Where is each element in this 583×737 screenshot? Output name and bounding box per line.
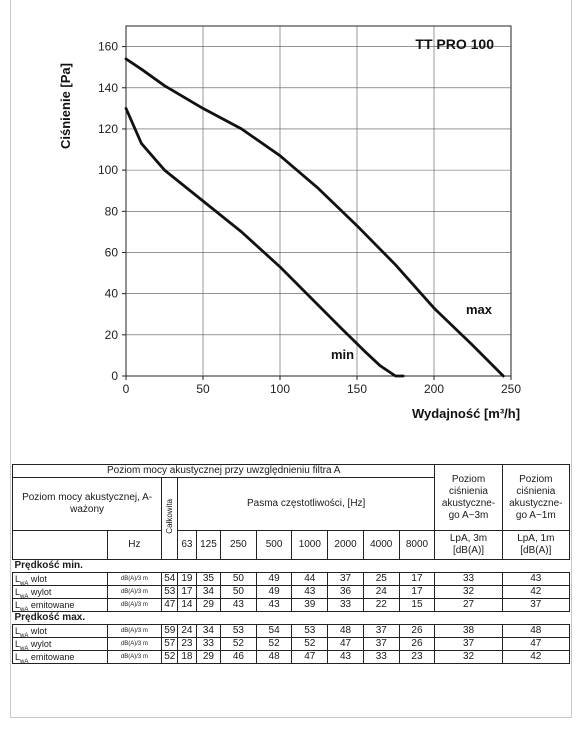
band-value-125: 29 — [196, 599, 220, 612]
total-value: 52 — [162, 651, 178, 664]
band-value-2000: 37 — [328, 573, 364, 586]
row-label-text: wylot — [30, 587, 52, 597]
band-value-63: 14 — [177, 599, 196, 612]
table-row — [13, 625, 570, 638]
band-value-1000: 43 — [292, 586, 328, 599]
band-value-500: 54 — [256, 625, 292, 638]
row-unit: dB(A)/3 m — [107, 638, 162, 651]
lpa1-value: 47 — [502, 638, 569, 651]
band-value-250: 46 — [221, 651, 257, 664]
lpa3-value: 32 — [435, 651, 502, 664]
total-value: 54 — [162, 573, 178, 586]
section-row — [13, 612, 570, 625]
band-value-125: 29 — [196, 651, 220, 664]
band-value-250: 50 — [221, 573, 257, 586]
y-tick-label: 40 — [104, 286, 118, 301]
row-label-text: emitowane — [30, 652, 75, 662]
band-value-1000: 52 — [292, 638, 328, 651]
band-value-500: 43 — [256, 599, 292, 612]
lpa1-value: 37 — [502, 599, 569, 612]
row-unit: dB(A)/3 m — [107, 625, 162, 638]
band-value-8000: 26 — [399, 638, 435, 651]
band-value-500: 48 — [256, 651, 292, 664]
band-value-4000: 37 — [363, 638, 399, 651]
y-tick-label: 100 — [97, 163, 118, 178]
total-label: Całkowita — [165, 499, 175, 534]
table-row — [13, 573, 570, 586]
lpa3-value: 37 — [435, 638, 502, 651]
band-value-500: 49 — [256, 573, 292, 586]
band-header-1000: 1000 — [292, 531, 328, 560]
row-label: $L_{wA}$ wlot — [13, 625, 108, 638]
y-axis-label: Ciśnienie [Pa] — [58, 63, 73, 149]
y-tick-label: 20 — [104, 327, 118, 342]
band-header-4000: 4000 — [363, 531, 399, 560]
x-tick-label: 150 — [346, 382, 368, 396]
x-tick-label: 0 — [122, 382, 130, 396]
band-value-8000: 17 — [399, 586, 435, 599]
table-top-header: Poziom mocy akustycznej przy uwzględnieniu filtra A — [13, 465, 435, 478]
row-label-text: wlot — [30, 574, 47, 584]
section-row — [13, 560, 570, 573]
band-header-125: 125 — [196, 531, 220, 560]
lpa3-value: 27 — [435, 599, 502, 612]
band-value-63: 18 — [177, 651, 196, 664]
band-value-250: 50 — [221, 586, 257, 599]
x-tick-label: 50 — [196, 382, 210, 396]
acoustic-table — [12, 464, 570, 664]
row-label: $L_{wA}$ wylot — [13, 638, 108, 651]
row-unit: dB(A)/3 m — [107, 651, 162, 664]
band-header-63: 63 — [177, 531, 196, 560]
y-tick-label: 0 — [111, 369, 118, 383]
x-tick-label: 200 — [423, 382, 445, 396]
row-header-label: Poziom mocy akustycznej, A-ważony — [13, 478, 162, 531]
band-value-4000: 22 — [363, 599, 399, 612]
total-value: 47 — [162, 599, 178, 612]
band-value-63: 24 — [177, 625, 196, 638]
band-header-250: 250 — [221, 531, 257, 560]
band-value-2000: 48 — [328, 625, 364, 638]
y-tick-label: 80 — [104, 204, 118, 219]
row-label-text: wylot — [30, 639, 52, 649]
table-row — [13, 599, 570, 612]
x-tick-label: 250 — [500, 382, 522, 396]
band-value-4000: 37 — [363, 625, 399, 638]
band-value-500: 52 — [256, 638, 292, 651]
band-value-2000: 33 — [328, 599, 364, 612]
band-value-250: 53 — [221, 625, 257, 638]
band-value-125: 33 — [196, 638, 220, 651]
x-axis-label: Wydajność [m³/h] — [411, 406, 521, 421]
band-value-63: 19 — [177, 573, 196, 586]
band-value-8000: 17 — [399, 573, 435, 586]
lpa1-value: 42 — [502, 586, 569, 599]
lpa1-value: 43 — [502, 573, 569, 586]
lpa1-value: 48 — [502, 625, 569, 638]
hz-label: Hz — [107, 531, 162, 560]
x-tick-label: 100 — [269, 382, 291, 396]
series-label-max: max — [466, 302, 493, 317]
band-value-2000: 36 — [328, 586, 364, 599]
row-label: $L_{wA}$ emitowane — [13, 651, 108, 664]
row-label-text: emitowane — [30, 600, 75, 610]
band-value-1000: 39 — [292, 599, 328, 612]
y-tick-label: 120 — [97, 121, 118, 136]
band-value-500: 49 — [256, 586, 292, 599]
band-value-4000: 25 — [363, 573, 399, 586]
band-header-8000: 8000 — [399, 531, 435, 560]
table-row — [13, 638, 570, 651]
lpa3-unit: LpA, 3m [dB(A)] — [435, 531, 502, 560]
bands-header: Pasma częstotliwości, [Hz] — [177, 478, 434, 531]
row-label: $L_{wA}$ wlot — [13, 573, 108, 586]
band-value-8000: 15 — [399, 599, 435, 612]
band-value-4000: 33 — [363, 651, 399, 664]
row-unit: dB(A)/3 m — [107, 599, 162, 612]
total-value: 53 — [162, 586, 178, 599]
band-value-2000: 43 — [328, 651, 364, 664]
row-unit: dB(A)/3 m — [107, 586, 162, 599]
band-value-1000: 53 — [292, 625, 328, 638]
total-value: 57 — [162, 638, 178, 651]
lpa1-unit: LpA, 1m [dB(A)] — [502, 531, 569, 560]
table-row — [13, 586, 570, 599]
band-value-125: 34 — [196, 625, 220, 638]
lpa1-header: Poziom ciśnienia akustyczne- go A~1m — [502, 465, 569, 531]
lpa3-header: Poziom ciśnienia akustyczne- go A~3m — [435, 465, 502, 531]
band-value-8000: 26 — [399, 625, 435, 638]
table-row — [13, 651, 570, 664]
lpa3-value: 32 — [435, 586, 502, 599]
plot-area — [126, 26, 511, 376]
total-header — [162, 478, 178, 560]
band-value-250: 52 — [221, 638, 257, 651]
section-title: Prędkość min. — [13, 560, 570, 573]
total-value: 59 — [162, 625, 178, 638]
section-title: Prędkość max. — [13, 612, 570, 625]
row-label-text: wlot — [30, 626, 47, 636]
row-unit: dB(A)/3 m — [107, 573, 162, 586]
y-tick-label: 140 — [97, 80, 118, 95]
band-value-250: 43 — [221, 599, 257, 612]
y-tick-label: 160 — [97, 39, 118, 54]
band-header-500: 500 — [256, 531, 292, 560]
band-value-125: 34 — [196, 586, 220, 599]
band-value-4000: 24 — [363, 586, 399, 599]
band-value-8000: 23 — [399, 651, 435, 664]
band-header-2000: 2000 — [328, 531, 364, 560]
hz-spacer — [13, 531, 108, 560]
band-value-125: 35 — [196, 573, 220, 586]
band-value-1000: 44 — [292, 573, 328, 586]
row-label: $L_{wA}$ emitowane — [13, 599, 108, 612]
y-tick-label: 60 — [104, 245, 118, 260]
band-value-2000: 47 — [328, 638, 364, 651]
band-value-63: 17 — [177, 586, 196, 599]
row-label: $L_{wA}$ wylot — [13, 586, 108, 599]
lpa3-value: 38 — [435, 625, 502, 638]
lpa1-value: 42 — [502, 651, 569, 664]
series-label-min: min — [331, 347, 355, 362]
chart-title: TT PRO 100 — [415, 36, 494, 52]
band-value-1000: 47 — [292, 651, 328, 664]
lpa3-value: 33 — [435, 573, 502, 586]
band-value-63: 23 — [177, 638, 196, 651]
